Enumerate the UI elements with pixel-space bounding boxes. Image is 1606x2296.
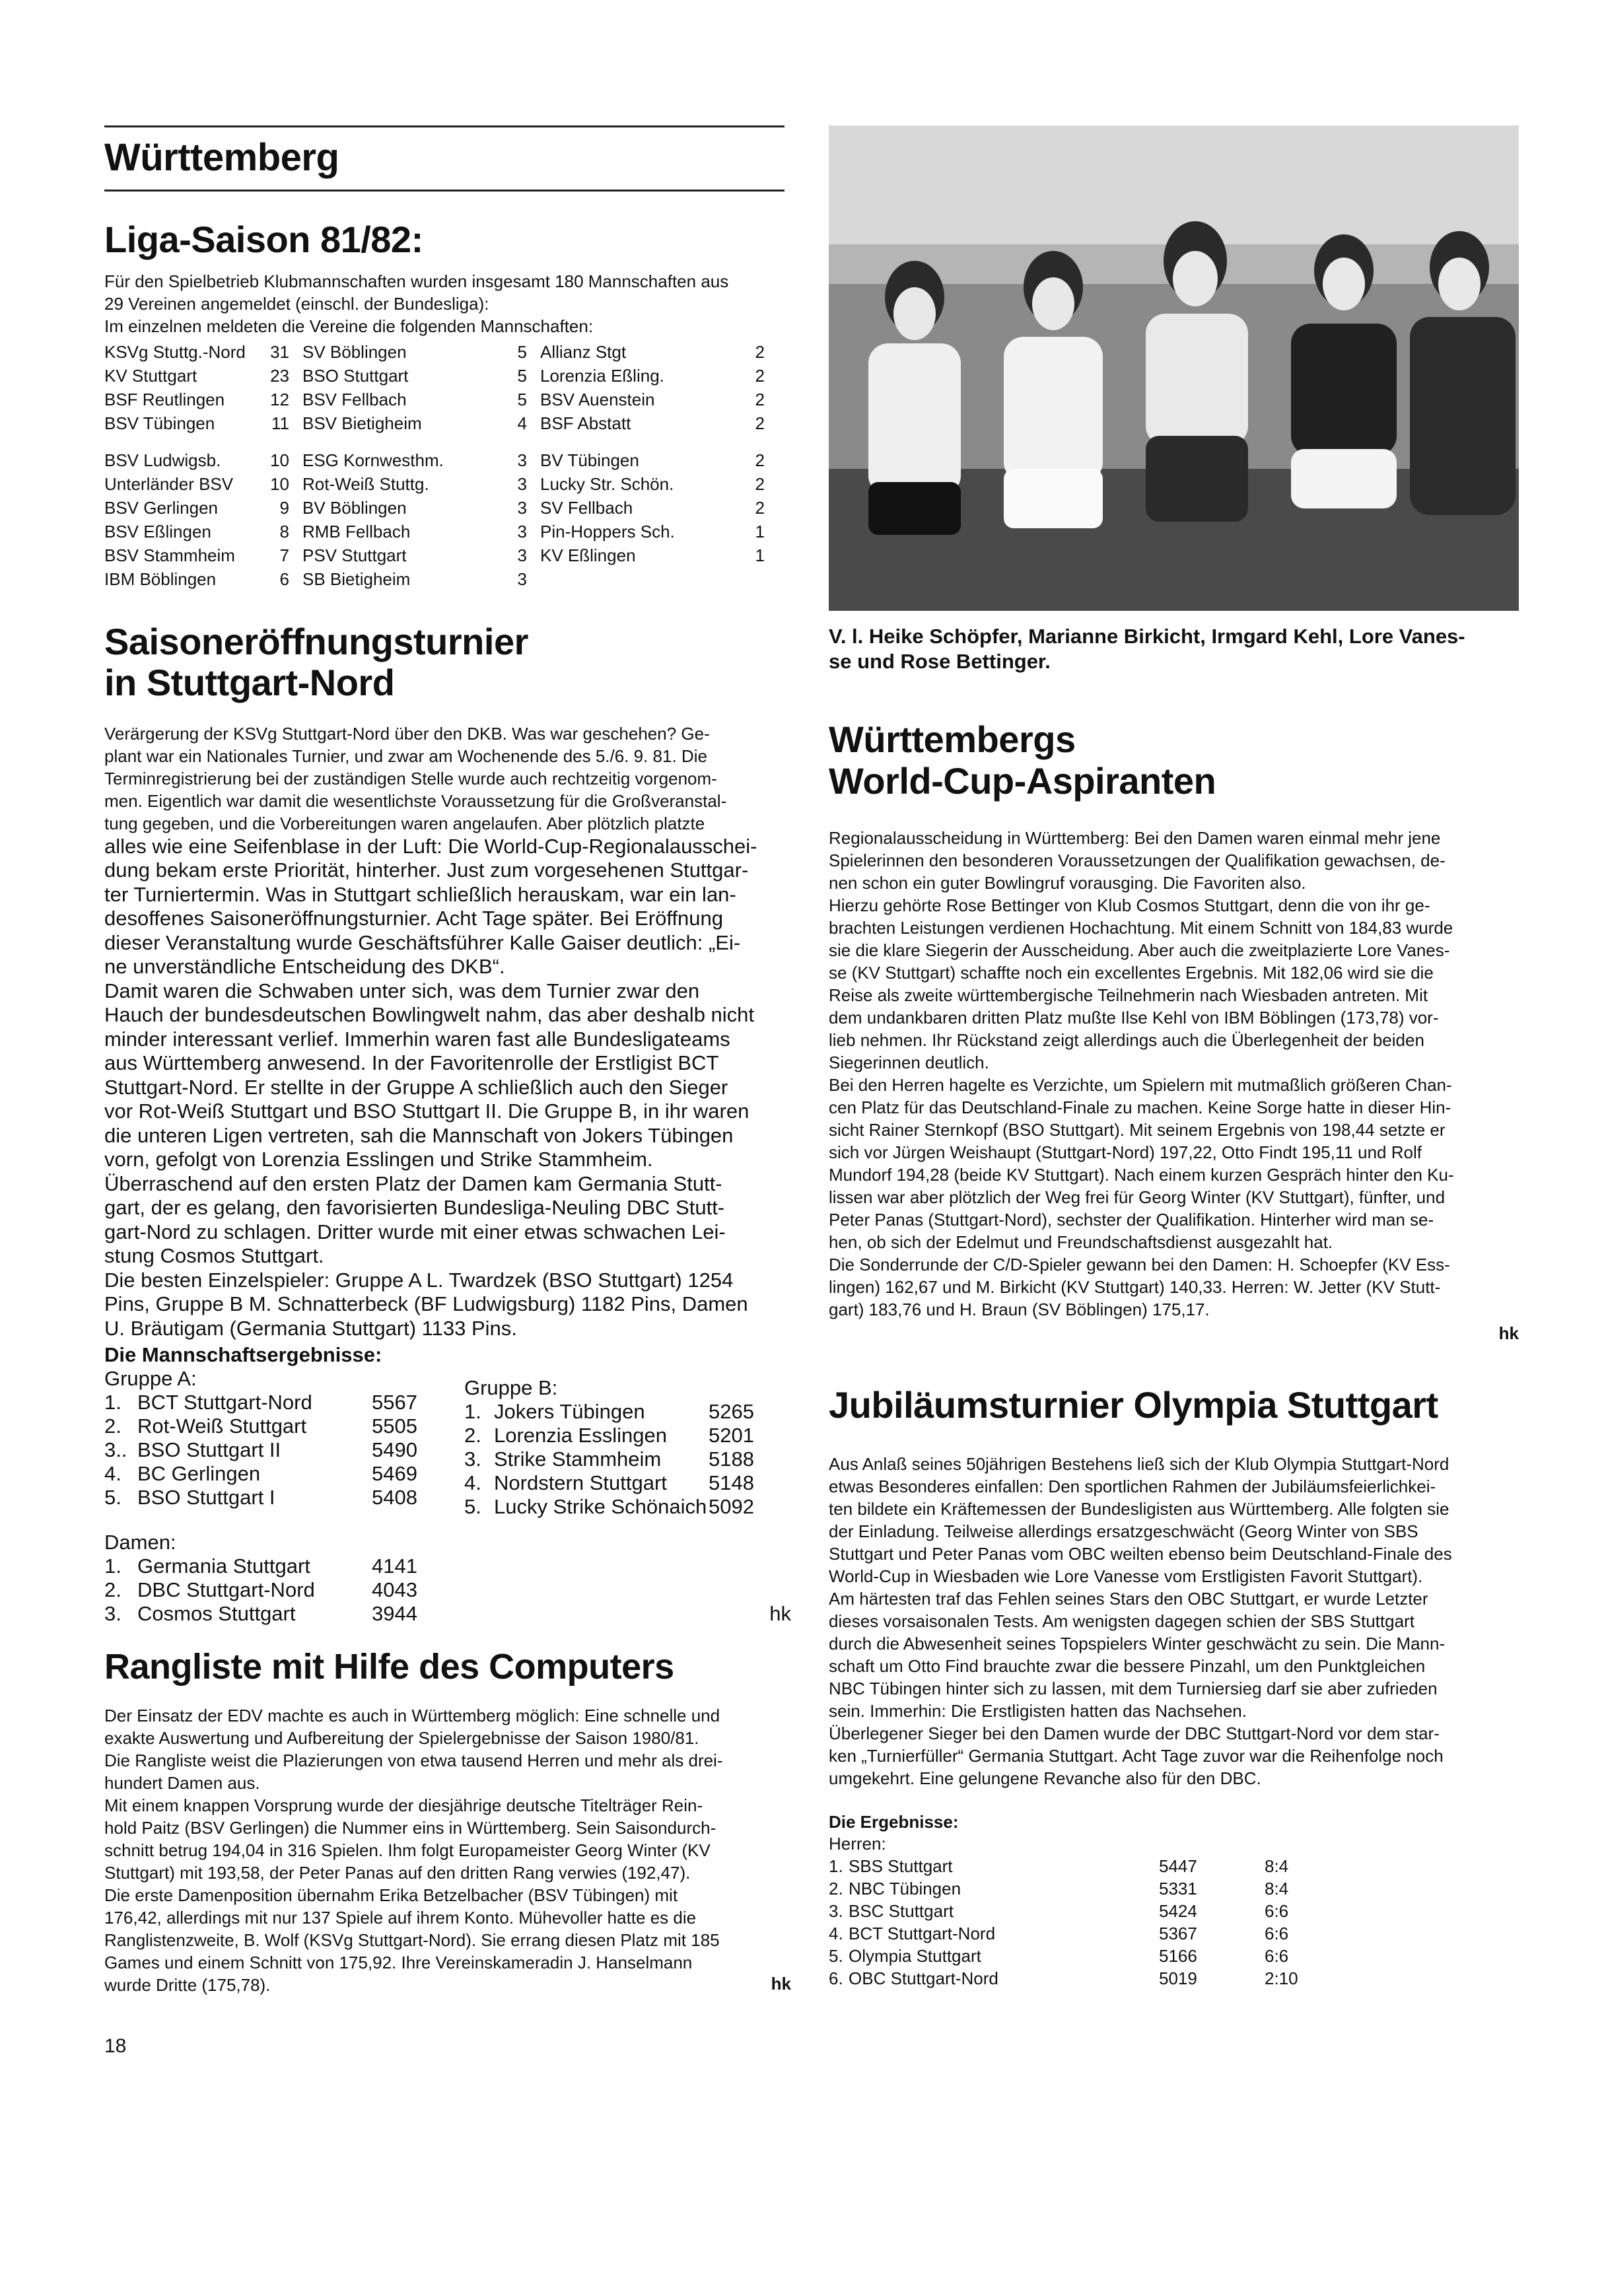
result-rank: 2. — [829, 1879, 843, 1899]
text-line: dem undankbaren dritten Platz mußte Ilse Kehl von IBM Böblingen (173,78) vor- — [829, 1008, 1439, 1028]
text-line: NBC Tübingen hinter sich zu lassen, mit dem Turniersieg darf sie aber zufrieden — [829, 1679, 1438, 1699]
text-line: vorn, gefolgt von Lorenzia Esslingen und Strike Stammheim. — [104, 1148, 653, 1171]
text-line: Damit waren die Schwaben unter sich, was dem Turnier zwar den — [104, 979, 700, 1002]
team-count: 2 — [755, 473, 765, 494]
result-pins: 5367 — [1159, 1924, 1197, 1944]
text-line: der Einladung. Teilweise allerdings ersatzgeschwächt (Georg Winter von SBS — [829, 1521, 1418, 1542]
text-line: schnitt betrug 194,04 in 316 Spielen. Ihm folgt Europameister Georg Winter (KV — [104, 1840, 711, 1860]
result-rank: 4. — [464, 1471, 481, 1495]
team-count: 3 — [517, 473, 527, 494]
text-line: lieb nehmen. Ihr Rückstand zeigt allerdings auch die Überlegenheit der beiden — [829, 1030, 1424, 1051]
text-line: die unteren Ligen vertreten, sah die Mannschaft von Jokers Tübingen — [104, 1123, 734, 1147]
team-name: IBM Böblingen — [104, 569, 217, 589]
result-row — [464, 1495, 781, 1519]
text-line: Hauch der bundesdeutschen Bowlingwelt nahm, das aber deshalb nicht — [104, 1003, 755, 1027]
results-heading: Die Mannschaftsergebnisse: — [104, 1343, 382, 1367]
text-line: Die besten Einzelspieler: Gruppe A L. Twardzek (BSO Stuttgart) 1254 — [104, 1268, 734, 1292]
text-line: Die Rangliste weist die Plazierungen von etwa tausend Herren und mehr als drei- — [104, 1750, 723, 1770]
result-rank: 1. — [104, 1391, 122, 1414]
left-column — [104, 125, 791, 2058]
result-pins: 5567 — [372, 1391, 417, 1414]
text-line: lingen) 162,67 und M. Birkicht (KV Stuttgart) 140,33. Herren: W. Jetter (KV Stutt- — [829, 1277, 1441, 1298]
team-count: 10 — [270, 473, 289, 494]
team-name: KSVg Stuttg.-Nord — [104, 341, 246, 362]
jubilaeum-paragraph — [829, 1453, 1519, 1790]
result-row — [829, 1900, 1519, 1922]
text-line: etwas Besonderes einfallen: Den sportlichen Rahmen der Jubiläumsfeierlichkei- — [829, 1477, 1436, 1497]
section-rule — [104, 190, 785, 191]
text-line: gart-Nord zu schlagen. Dritter wurde mit einer etwas schwachen Lei- — [104, 1220, 726, 1243]
result-points: 6:6 — [1265, 1901, 1289, 1922]
text-line: aus Württemberg anwesend. In der Favoritenrolle der Erstligist BCT — [104, 1051, 719, 1075]
text-line: Am härtesten traf das Fehlen seines Stars den OBC Stuttgart, er wurde Letzter — [829, 1589, 1428, 1609]
team-name — [540, 435, 732, 448]
liga-intro: Für den Spielbetrieb Klubmannschaften wurden insgesamt 180 Mannschaften aus 29 Vereinen angemeldet (einschl. der Bundesliga): Im einzelnen meldeten die Vereine die folgenden Mannschaften: — [104, 271, 729, 336]
result-rank: 1. — [104, 1554, 122, 1578]
team-count: 3 — [517, 450, 527, 470]
text-line: alles wie eine Seifenblase in der Luft: Die World-Cup-Regionalausschei- — [104, 834, 757, 858]
text-line: Stuttgart-Nord. Er stellte in der Gruppe A schließlich auch den Sieger — [104, 1075, 728, 1099]
text-line: cen Platz für das Deutschland-Finale zu machen. Keine Sorge hatte in dieser Hin- — [829, 1097, 1451, 1118]
team-count: 3 — [517, 545, 527, 565]
team-count: 3 — [517, 497, 527, 518]
result-points: 8:4 — [1265, 1879, 1289, 1899]
text-line: dieser Veranstaltung wurde Geschäftsführer Kalle Gaiser deutlich: „Ei- — [104, 930, 741, 954]
text-line: se (KV Stuttgart) schaffte noch ein excellentes Ergebnis. Mit 182,06 wird sie die — [829, 963, 1434, 983]
worldcup-author: hk — [1498, 1323, 1519, 1344]
team-name: BSO Stuttgart — [302, 365, 409, 386]
text-line: minder interessant verlief. Immerhin waren fast alle Bundesligateams — [104, 1027, 730, 1051]
text-line: wurde Dritte (175,78). — [104, 1974, 271, 1995]
team-count: 9 — [279, 497, 289, 518]
result-pins: 5424 — [1159, 1901, 1197, 1922]
team-name: BSV Eßlingen — [104, 521, 211, 541]
result-rank: 2. — [464, 1424, 481, 1447]
liga-heading: Liga-Saison 81/82: — [104, 218, 423, 260]
result-row — [104, 1486, 464, 1510]
result-team: Lorenzia Esslingen — [494, 1424, 667, 1447]
herren-label: Herren: — [829, 1834, 886, 1854]
result-pins: 5447 — [1159, 1856, 1197, 1877]
text-line: Pins, Gruppe B M. Schnatterbeck (BF Ludwigsburg) 1182 Pins, Damen — [104, 1292, 748, 1316]
text-line: men. Eigentlich war damit die wesentlichste Voraussetzung für die Großveranstal- — [104, 790, 727, 811]
team-name: BV Tübingen — [540, 450, 639, 470]
team-name — [104, 435, 256, 448]
team-name: BSF Reutlingen — [104, 389, 225, 409]
result-team: Cosmos Stuttgart — [137, 1602, 296, 1626]
text-line: Verärgerung der KSVg Stuttgart-Nord über den DKB. Was war geschehen? Ge- — [104, 723, 710, 744]
team-count: 2 — [755, 413, 765, 433]
text-line: tung gegeben, und die Vorbereitungen waren angelaufen. Aber plötzlich platzte — [104, 813, 705, 833]
result-row — [104, 1391, 464, 1414]
text-line: hen, ob sich der Edelmut und Freundschaftsdienst ausgezahlt hat. — [829, 1232, 1333, 1253]
result-rank: 3.. — [104, 1438, 127, 1462]
team-count: 31 — [270, 341, 289, 362]
team-count: 11 — [271, 413, 289, 433]
result-rank: 2. — [104, 1414, 122, 1438]
rangliste-author: hk — [771, 1973, 791, 1994]
text-line: Überraschend auf den ersten Platz der Damen kam Germania Stutt- — [104, 1171, 722, 1195]
team-name — [302, 435, 494, 448]
worldcup-heading: Württembergs World-Cup-Aspiranten — [829, 718, 1216, 802]
team-count: 1 — [755, 521, 765, 541]
result-team: BSO Stuttgart II — [137, 1438, 281, 1462]
result-row — [829, 1967, 1519, 1990]
result-rank: 3. — [829, 1901, 843, 1922]
result-row — [829, 1877, 1519, 1900]
result-pins: 3944 — [372, 1602, 417, 1626]
text-line: Überlegener Sieger bei den Damen wurde der DBC Stuttgart-Nord vor dem star- — [829, 1723, 1440, 1744]
result-rank: 4. — [829, 1924, 843, 1944]
team-name: BSV Ludwigsb. — [104, 450, 221, 470]
text-line: Hierzu gehörte Rose Bettinger von Klub Cosmos Stuttgart, denn die von ihr ge- — [829, 895, 1430, 916]
team-name: Rot-Weiß Stuttg. — [302, 473, 429, 494]
result-row — [104, 1438, 464, 1462]
result-pins: 5408 — [372, 1486, 417, 1510]
text-line: stung Cosmos Stuttgart. — [104, 1244, 324, 1268]
result-pins: 4043 — [372, 1578, 417, 1602]
right-column — [829, 125, 1519, 1990]
text-line: Mit einem knappen Vorsprung wurde der diesjährige deutsche Titelträger Rein- — [104, 1795, 703, 1815]
result-rank: 5. — [829, 1946, 843, 1966]
team-count: 2 — [755, 389, 765, 409]
team-name: BSF Abstatt — [540, 413, 631, 433]
team-count: 2 — [755, 341, 765, 362]
text-line: World-Cup in Wiesbaden wie Lore Vanesse vom Erstligisten Favorit Stuttgart). — [829, 1566, 1423, 1587]
text-line: dieses vorsaisonalen Tests. Am wenigsten dagegen schien der SBS Stuttgart — [829, 1611, 1414, 1632]
text-line: plant war ein Nationales Turnier, und zwar am Wochenende des 5./6. 9. 81. Die — [104, 746, 707, 766]
result-pins: 5490 — [372, 1438, 417, 1462]
team-name: Lorenzia Eßling. — [540, 365, 664, 386]
result-team: Strike Stammheim — [494, 1447, 662, 1471]
team-count: 8 — [279, 521, 289, 541]
team-name: RMB Fellbach — [302, 521, 411, 541]
result-row — [104, 1462, 464, 1486]
result-pins: 5265 — [709, 1400, 754, 1424]
result-pins: 5188 — [709, 1447, 754, 1471]
text-line: sicht Rainer Sternkopf (BSO Stuttgart). Mit seinem Ergebnis von 198,44 setzte er — [829, 1120, 1446, 1140]
team-count: 2 — [755, 450, 765, 470]
team-name: PSV Stuttgart — [302, 545, 407, 565]
team-count: 10 — [270, 450, 289, 470]
team-name: ESG Kornwesthm. — [302, 450, 444, 470]
text-line: Regionalausscheidung in Württemberg: Bei den Damen waren einmal mehr jene — [829, 828, 1441, 849]
team-count-table — [104, 340, 791, 591]
team-name: Lucky Str. Schön. — [540, 473, 674, 494]
result-row — [104, 1414, 464, 1438]
team-count: 5 — [517, 389, 527, 409]
text-line: Reise als zweite württembergische Teilnehmerin nach Wiesbaden antreten. Mit — [829, 985, 1428, 1006]
result-pins: 5166 — [1159, 1946, 1197, 1966]
top-rule — [104, 125, 785, 127]
result-team: NBC Tübingen — [849, 1879, 961, 1899]
team-name: BV Böblingen — [302, 497, 407, 518]
team-count — [256, 435, 302, 448]
result-row — [104, 1578, 791, 1602]
text-line: hold Paitz (BSV Gerlingen) die Nummer eins in Württemberg. Sein Saisondurch- — [104, 1817, 716, 1838]
result-points: 6:6 — [1265, 1946, 1289, 1966]
result-row — [464, 1471, 781, 1495]
photo-caption: V. l. Heike Schöpfer, Marianne Birkicht, Irmgard Kehl, Lore Vanes- se und Rose Bettinger. — [829, 625, 1465, 673]
saison-heading: Saisoneröffnungsturnier in Stuttgart-Nord — [104, 620, 528, 704]
text-line: schaft um Otto Find brauchte zwar die bessere Pinzahl, um den Punktgleichen — [829, 1656, 1426, 1677]
team-name: SB Bietigheim — [302, 569, 411, 589]
team-count: 23 — [270, 365, 289, 386]
result-rank: 6. — [829, 1968, 843, 1989]
rangliste-heading: Rangliste mit Hilfe des Computers — [104, 1647, 674, 1687]
text-line: Games und einem Schnitt von 175,92. Ihre Vereinskameradin J. Hanselmann — [104, 1952, 693, 1972]
text-line: Bei den Herren hagelte es Verzichte, um Spielern mit mutmaßlich größeren Chan- — [829, 1075, 1452, 1096]
text-line: gart) 183,76 und H. Braun (SV Böblingen) 175,17. — [829, 1300, 1210, 1320]
team-count: 3 — [517, 569, 527, 589]
team-name: BSV Auenstein — [540, 389, 655, 409]
worldcup-paragraph — [829, 827, 1519, 1321]
team-name — [540, 567, 732, 591]
result-pins: 5148 — [709, 1471, 754, 1495]
text-line: Mundorf 194,28 (beide KV Stuttgart). Nach einem kurzen Gespräch hinter den Ku- — [829, 1165, 1454, 1185]
text-line: Die erste Damenposition übernahm Erika Betzelbacher (BSV Tübingen) mit — [104, 1885, 678, 1905]
text-line: 176,42, allerdings mit nur 137 Spiele auf ihrem Konto. Mühevoller hatte es die — [104, 1907, 697, 1928]
result-points: 8:4 — [1265, 1856, 1289, 1877]
team-name: BSV Stammheim — [104, 545, 235, 565]
team-name: Allianz Stgt — [540, 341, 627, 362]
result-pins: 5469 — [372, 1462, 417, 1486]
result-points: 6:6 — [1265, 1924, 1289, 1944]
team-name: BSV Bietigheim — [302, 413, 422, 433]
text-line: ne unverständliche Entscheidung des DKB“. — [104, 955, 505, 979]
result-row — [464, 1447, 781, 1471]
text-line: Aus Anlaß seines 50jährigen Bestehens ließ sich der Klub Olympia Stuttgart-Nord — [829, 1454, 1449, 1475]
text-line: ter Turniertermin. Was in Stuttgart schließlich herauskam, war ein lan- — [104, 882, 736, 906]
team-count: 1 — [755, 545, 765, 565]
saison-paragraph — [104, 835, 791, 1341]
text-line: desoffenes Saisoneröffnungsturnier. Acht Tage später. Bei Eröffnung — [104, 907, 723, 930]
team-count — [494, 435, 540, 448]
team-name: BSV Tübingen — [104, 413, 215, 433]
team-count: 2 — [755, 497, 765, 518]
result-row — [104, 1554, 791, 1578]
team-count: 3 — [517, 521, 527, 541]
text-line: Siegerinnen deutlich. — [829, 1053, 989, 1073]
section-title: Württemberg — [104, 136, 339, 179]
text-line: ken „Turnierfüller“ Germania Stuttgart. Acht Tage zuvor war die Reihenfolge noch — [829, 1746, 1444, 1766]
team-name: SV Böblingen — [302, 341, 407, 362]
result-rank: 1. — [829, 1856, 843, 1877]
text-line: Stuttgart und Peter Panas vom OBC weilten ebenso beim Deutschland-Finale des — [829, 1544, 1452, 1564]
result-rank: 3. — [464, 1447, 481, 1471]
team-count: 4 — [517, 413, 527, 433]
team-count — [732, 435, 778, 448]
team-count: 2 — [755, 365, 765, 386]
result-team: BCT Stuttgart-Nord — [137, 1391, 312, 1414]
photo-illustration — [829, 125, 1519, 611]
result-row — [464, 1424, 781, 1447]
result-team: Lucky Strike Schönaich — [494, 1495, 707, 1519]
result-team: Jokers Tübingen — [494, 1400, 645, 1424]
page-number: 18 — [104, 2035, 127, 2057]
result-pins: 4141 — [372, 1554, 417, 1578]
result-team: DBC Stuttgart-Nord — [137, 1578, 315, 1602]
text-line: dung bekam erste Priorität, hinterher. Just zum vorgesehenen Stuttgar- — [104, 858, 749, 882]
text-line: Terminregistrierung bei der zuständigen Stelle wurde auch rechtzeitig vorgenom- — [104, 768, 717, 788]
result-pins: 5505 — [372, 1414, 417, 1438]
text-line: exakte Auswertung und Aufbereitung der Spielergebnisse der Saison 1980/81. — [104, 1727, 699, 1748]
team-name: BSV Gerlingen — [104, 497, 218, 518]
result-team: BSO Stuttgart I — [137, 1486, 275, 1510]
text-line: Peter Panas (Stuttgart-Nord), sechster der Qualifikation. Hinterher wird man se- — [829, 1210, 1434, 1230]
team-count: 6 — [279, 569, 289, 589]
group-a-results: Gruppe A: 1. BCT Stuttgart-Nord 5567 2. Rot-Weiß Stuttgart 5505 3.. BSO Stuttgart II 5490 4. BC Gerlingen 5469 5. BSO Stuttgart I 5408 — [104, 1367, 464, 1519]
text-line: lissen war aber plötzlich der Weg frei für Georg Winter (KV Stuttgart), fünfter, und — [829, 1187, 1446, 1208]
jubilaeum-results — [829, 1855, 1519, 1990]
team-name: KV Eßlingen — [540, 545, 636, 565]
result-rank: 4. — [104, 1462, 122, 1486]
result-row — [829, 1945, 1519, 1967]
result-team: OBC Stuttgart-Nord — [849, 1968, 998, 1989]
text-line: Die Sonderrunde der C/D-Spieler gewann bei den Damen: H. Schoepfer (KV Ess- — [829, 1255, 1450, 1275]
result-team: BC Gerlingen — [137, 1462, 261, 1486]
team-count: 12 — [270, 389, 289, 409]
damen-results: Damen: 1. Germania Stuttgart 4141 2. DBC Stuttgart-Nord 4043 3. Cosmos Stuttgart 3944 — [104, 1531, 791, 1626]
result-pins: 5092 — [709, 1495, 754, 1519]
result-team: Olympia Stuttgart — [849, 1946, 981, 1966]
result-rank: 5. — [104, 1486, 122, 1510]
result-points: 2:10 — [1265, 1968, 1298, 1989]
text-line: gart, der es gelang, den favorisierten Bundesliga-Neuling DBC Stutt- — [104, 1196, 725, 1220]
result-team: BCT Stuttgart-Nord — [849, 1924, 996, 1944]
text-line: Stuttgart) mit 193,58, der Peter Panas auf den dritten Rang verwies (192,47). — [104, 1862, 691, 1883]
result-team: Rot-Weiß Stuttgart — [137, 1414, 307, 1438]
text-line: sein. Immerhin: Die Erstligisten hatten das Nachsehen. — [829, 1701, 1247, 1722]
result-rank: 5. — [464, 1495, 481, 1519]
team-count: 5 — [517, 365, 527, 386]
jubilaeum-heading: Jubiläumsturnier Olympia Stuttgart — [829, 1384, 1438, 1426]
team-name: BSV Fellbach — [302, 389, 407, 409]
team-count: 5 — [517, 341, 527, 362]
text-line: brachten Leistungen verdienen Hochachtung. Mit einem Schnitt von 184,83 wurde — [829, 918, 1453, 938]
result-rank: 2. — [104, 1578, 122, 1602]
team-count — [732, 567, 778, 591]
jubilaeum-results-heading: Die Ergebnisse: — [829, 1812, 959, 1832]
text-line: sie die klare Siegerin der Ausscheidung. Aber auch die zweitplazierte Lore Vanes- — [829, 940, 1450, 961]
result-team: Nordstern Stuttgart — [494, 1471, 667, 1495]
team-name: KV Stuttgart — [104, 365, 197, 386]
saison-paragraph-small — [104, 722, 791, 835]
text-line: hundert Damen aus. — [104, 1772, 260, 1793]
result-rank: 1. — [464, 1400, 481, 1424]
result-pins: 5019 — [1159, 1968, 1197, 1989]
text-line: durch die Abwesenheit seines Topspielers Winter geschwächt zu sein. Die Mann- — [829, 1634, 1446, 1654]
result-team: Germania Stuttgart — [137, 1554, 310, 1578]
team-name: Pin-Hoppers Sch. — [540, 521, 675, 541]
text-line: Spielerinnen den besonderen Voraussetzungen der Qualifikation gewachsen, de- — [829, 851, 1446, 871]
result-pins: 5201 — [709, 1424, 754, 1447]
group-b-results: Gruppe B: 1. Jokers Tübingen 5265 2. Lorenzia Esslingen 5201 3. Strike Stammheim 5188 4. Nordstern Stuttgart 5148 5. Lucky Strike Schönaich 5092 — [464, 1367, 781, 1519]
result-row — [829, 1922, 1519, 1945]
result-rank: 3. — [104, 1602, 122, 1626]
saison-author: hk — [769, 1602, 791, 1626]
text-line: vor Rot-Weiß Stuttgart und BSO Stuttgart II. Die Gruppe B, in ihr waren — [104, 1099, 750, 1123]
text-line: U. Bräutigam (Germania Stuttgart) 1133 Pins. — [104, 1316, 517, 1340]
text-line: ten bildete ein Kräftemessen der Bundesligisten aus Württemberg. Alle folgten sie — [829, 1499, 1449, 1519]
text-line: sich vor Jürgen Weishaupt (Stuttgart-Nord) 197,22, Otto Findt 195,11 und Rolf — [829, 1142, 1422, 1163]
result-team: SBS Stuttgart — [849, 1856, 953, 1877]
team-name: Unterländer BSV — [104, 473, 234, 494]
text-line: umgekehrt. Eine gelungene Revanche also für den DBC. — [829, 1768, 1261, 1789]
result-row — [829, 1855, 1519, 1877]
text-line: nen schon ein guter Bowlingruf vorausging. Die Favoriten also. — [829, 873, 1306, 893]
text-line: Ranglistenzweite, B. Wolf (KSVg Stuttgart-Nord). Sie errang diesen Platz mit 185 — [104, 1930, 720, 1950]
team-photo — [829, 125, 1519, 611]
team-name: SV Fellbach — [540, 497, 633, 518]
group-results — [104, 1367, 791, 1519]
result-pins: 5331 — [1159, 1879, 1197, 1899]
rangliste-paragraph — [104, 1704, 791, 1996]
team-count: 7 — [279, 545, 289, 565]
text-line: Der Einsatz der EDV machte es auch in Württemberg möglich: Eine schnelle und — [104, 1705, 720, 1725]
result-team: BSC Stuttgart — [849, 1901, 954, 1922]
result-row — [464, 1400, 781, 1424]
